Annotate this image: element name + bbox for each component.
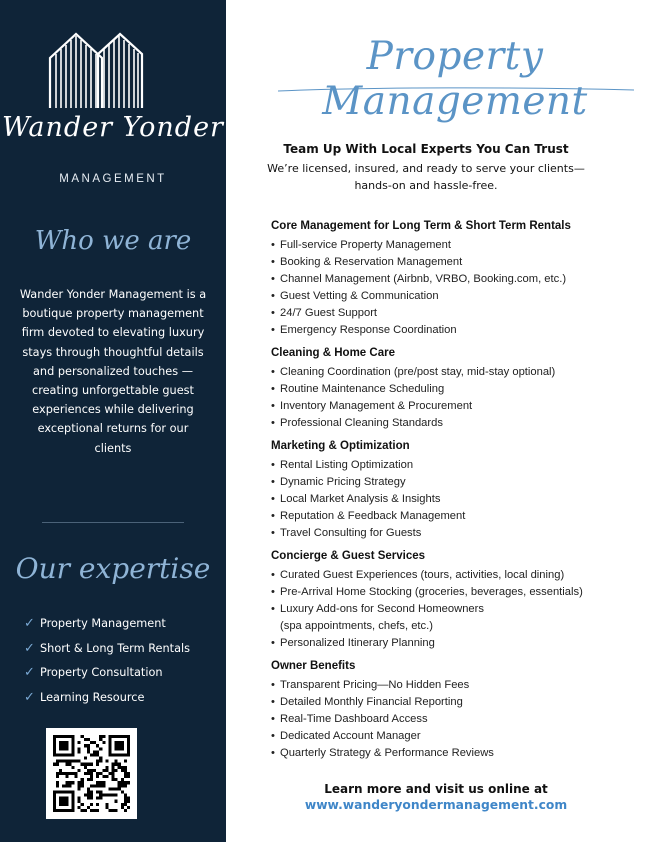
sidebar <box>0 0 226 842</box>
service-item: • Booking & Reservation Management <box>271 254 631 271</box>
service-item: • Quarterly Strategy & Performance Reviews <box>271 745 631 762</box>
service-item: • Pre-Arrival Home Stocking (groceries, beverages, essentials) <box>271 584 631 601</box>
service-item-text: Local Market Analysis & Insights <box>280 493 441 505</box>
tagline-sub: We’re licensed, insured, and ready to serve your clients— hands-on and hassle-free. <box>267 162 585 192</box>
expertise-list <box>24 617 190 715</box>
service-item-text: Channel Management (Airbnb, VRBO, Booking.com, etc.) <box>280 273 567 285</box>
service-item-text: Detailed Monthly Financial Reporting <box>280 696 463 708</box>
service-item-text: Rental Listing Optimization <box>280 459 414 471</box>
who-we-are-text: Wander Yonder Management is a boutique property management firm devoted to elevating luxury stays through thoughtful details and personalized touches — creating unforgettable guest experiences while delivering exceptional returns for our clients <box>19 288 207 455</box>
service-item-text: Dynamic Pricing Strategy <box>280 476 406 488</box>
service-section-title: Owner Benefits <box>271 660 356 672</box>
service-item-text: Dedicated Account Manager <box>280 730 421 742</box>
service-section <box>271 220 631 339</box>
expertise-item-label: Short & Long Term Rentals <box>40 641 191 655</box>
service-section <box>271 440 631 542</box>
sidebar-divider <box>42 522 184 523</box>
service-item: • Transparent Pricing—No Hidden Fees <box>271 677 631 694</box>
service-item-text: Professional Cleaning Standards <box>280 417 443 429</box>
service-section <box>271 347 631 432</box>
service-section-title: Marketing & Optimization <box>271 440 410 452</box>
service-item: • Detailed Monthly Financial Reporting <box>271 694 631 711</box>
service-item-text: Quarterly Strategy & Performance Reviews <box>280 747 494 759</box>
service-item: • Dynamic Pricing Strategy <box>271 474 631 491</box>
check-icon: ✓ <box>24 640 35 656</box>
expertise-item <box>24 691 190 716</box>
tagline: Team Up With Local Experts You Can Trust <box>283 142 569 156</box>
service-item-text: Travel Consulting for Guests <box>280 527 422 539</box>
service-item-text: Transparent Pricing—No Hidden Fees <box>280 679 470 691</box>
website-link[interactable]: www.wanderyondermanagement.com <box>304 798 568 812</box>
expertise-item-label: Learning Resource <box>40 690 145 704</box>
service-item: • Cleaning Coordination (pre/post stay, mid-stay optional) <box>271 364 631 381</box>
expertise-item-label: Property Consultation <box>40 666 163 680</box>
service-item-text: Luxury Add-ons for Second Homeowners (spa appointments, chefs, etc.) <box>280 603 484 632</box>
service-item-text: Routine Maintenance Scheduling <box>280 383 445 395</box>
service-item: • Emergency Response Coordination <box>271 322 631 339</box>
service-item-text: Full-service Property Management <box>280 239 451 251</box>
service-item: • Curated Guest Experiences (tours, activities, local dining) <box>271 567 631 584</box>
service-item: • Real-Time Dashboard Access <box>271 711 631 728</box>
expertise-item <box>24 642 190 667</box>
service-item: • Routine Maintenance Scheduling <box>271 381 631 398</box>
service-item: • Local Market Analysis & Insights <box>271 491 631 508</box>
service-section-title: Core Management for Long Term & Short Term Rentals <box>271 220 571 232</box>
service-item: • Inventory Management & Procurement <box>271 398 631 415</box>
title-flourish <box>276 85 636 95</box>
check-icon: ✓ <box>24 689 35 705</box>
service-item-text: Real-Time Dashboard Access <box>280 713 428 725</box>
qr-code-icon <box>53 735 130 812</box>
houses-logo-icon <box>48 30 178 110</box>
service-item-text: Emergency Response Coordination <box>280 324 457 336</box>
service-item: • Channel Management (Airbnb, VRBO, Booking.com, etc.) <box>271 271 631 288</box>
service-item: • Dedicated Account Manager <box>271 728 631 745</box>
qr-code[interactable] <box>46 728 137 819</box>
service-item-text: Pre-Arrival Home Stocking (groceries, beverages, essentials) <box>280 586 583 598</box>
service-item-text: 24/7 Guest Support <box>280 307 378 319</box>
service-item: • Travel Consulting for Guests <box>271 525 631 542</box>
service-section <box>271 660 631 762</box>
service-item-text: Curated Guest Experiences (tours, activities, local dining) <box>280 569 565 581</box>
service-item: • Professional Cleaning Standards <box>271 415 631 432</box>
service-section-title: Cleaning & Home Care <box>271 347 395 359</box>
service-item-text: Cleaning Coordination (pre/post stay, mid-stay optional) <box>280 366 556 378</box>
service-section-title: Concierge & Guest Services <box>271 550 426 562</box>
check-icon: ✓ <box>24 665 35 681</box>
service-item-text: Reputation & Feedback Management <box>280 510 466 522</box>
service-item: • 24/7 Guest Support <box>271 305 631 322</box>
who-we-are-heading: Who we are <box>34 226 192 256</box>
page-title: Property Management <box>322 34 588 124</box>
service-item-text: Booking & Reservation Management <box>280 256 463 268</box>
expertise-item <box>24 666 190 691</box>
expertise-item <box>24 617 190 642</box>
service-item: • Full-service Property Management <box>271 237 631 254</box>
brand-script-name: Wander Yonder <box>2 112 224 143</box>
brand-sub-name: MANAGEMENT <box>59 173 167 185</box>
service-item: • Personalized Itinerary Planning <box>271 635 631 652</box>
service-item-text: Guest Vetting & Communication <box>280 290 439 302</box>
cta-text: Learn more and visit us online at <box>324 782 548 796</box>
service-item: • Guest Vetting & Communication <box>271 288 631 305</box>
service-item: • Luxury Add-ons for Second Homeowners (spa appointments, chefs, etc.) <box>271 601 631 635</box>
our-expertise-heading: Our expertise <box>15 552 211 585</box>
services-list <box>271 220 631 770</box>
service-item-text: Personalized Itinerary Planning <box>280 637 435 649</box>
service-item-text: Inventory Management & Procurement <box>280 400 473 412</box>
service-item: • Reputation & Feedback Management <box>271 508 631 525</box>
service-section <box>271 550 631 652</box>
check-icon: ✓ <box>24 616 35 631</box>
service-item: • Rental Listing Optimization <box>271 457 631 474</box>
expertise-item-label: Property Management <box>40 617 166 630</box>
